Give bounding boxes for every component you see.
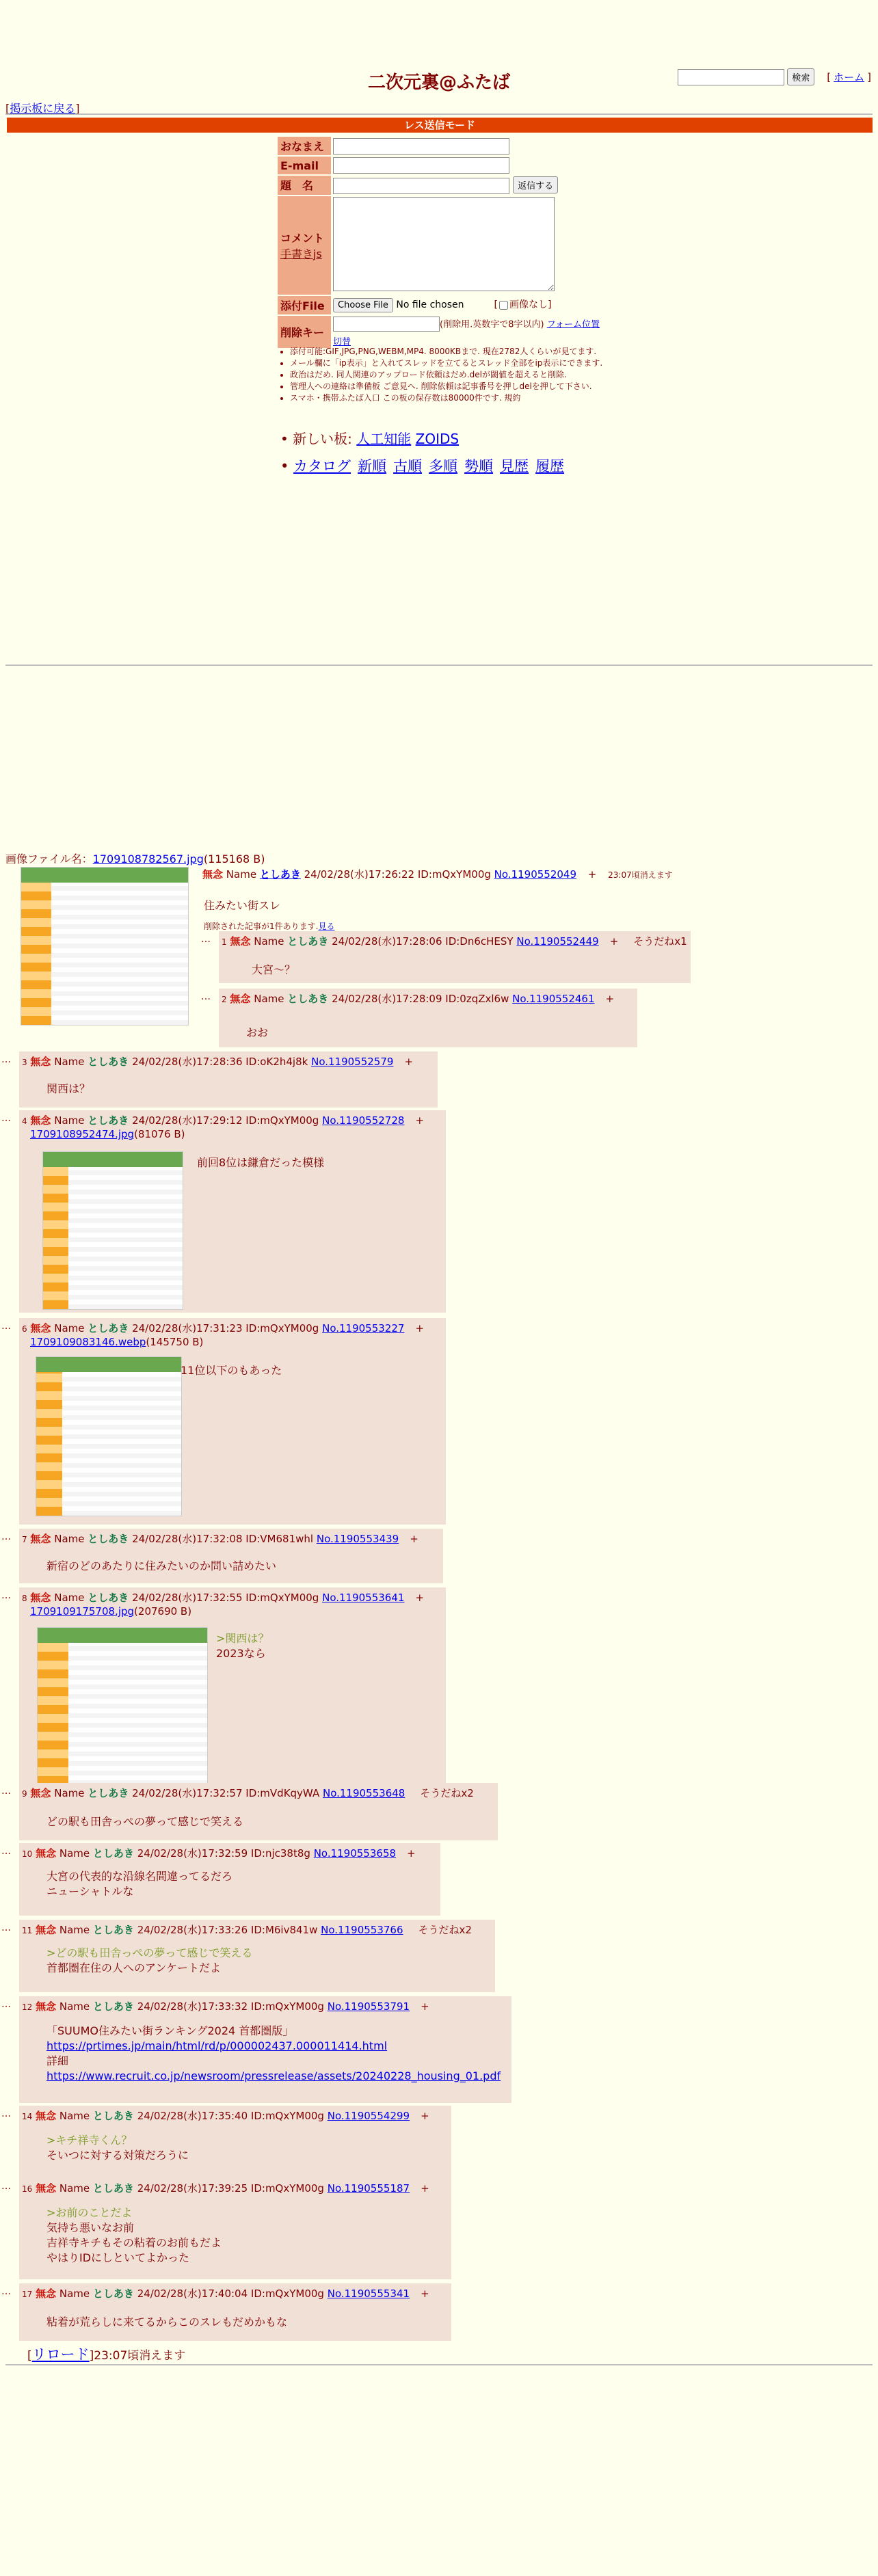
mode-bar: レス送信モード xyxy=(7,118,873,133)
new-board-prefix: 新しい板: xyxy=(293,431,357,447)
file-status: No file chosen xyxy=(396,299,464,310)
reply-subject: 無念 xyxy=(36,1847,57,1860)
reply-subject: 無念 xyxy=(30,1533,51,1545)
reply-plus[interactable]: + xyxy=(421,2000,429,2013)
home-bracket-left: [ xyxy=(827,70,832,83)
reply-number: 4 xyxy=(22,1116,27,1126)
reply-post xyxy=(19,1920,495,1992)
reply-marker: … xyxy=(1,1113,11,1124)
reply-subject: 無念 xyxy=(30,1592,51,1604)
reply-datetime: 24/02/28(水)17:33:26 ID:M6iv841w xyxy=(137,1924,318,1936)
reply-plus[interactable]: + xyxy=(415,1114,425,1127)
reply-line: 2023なら xyxy=(216,1647,266,1660)
reply-datetime: 24/02/28(水)17:32:08 ID:VM681whl xyxy=(132,1533,314,1545)
reload-bracket-left: [ xyxy=(27,2349,32,2363)
reply-datetime: 24/02/28(水)17:32:55 ID:mQxYM00g xyxy=(132,1592,319,1604)
reply-name: としあき xyxy=(88,1592,129,1604)
reply-post-number[interactable]: No.1190553227 xyxy=(322,1322,405,1334)
show-deleted-link[interactable]: 見る xyxy=(318,922,335,931)
note-item: • 管理人への連絡は準備板 ご意見へ. 削除依頼は記事番号を押しdelを押して下さい. xyxy=(290,381,632,392)
reply-datetime: 24/02/28(水)17:35:40 ID:mQxYM00g xyxy=(137,2110,324,2122)
op-subject: 無念 xyxy=(202,868,224,881)
comment-label-cell xyxy=(278,196,331,295)
reply-post xyxy=(19,2106,451,2178)
delkey-hint: (削除用.英数字で8字以内) xyxy=(440,319,544,330)
reply-body xyxy=(216,1631,269,1661)
reply-number: 9 xyxy=(22,1789,27,1799)
reply-line: そいつに対する対策だろうに xyxy=(46,2149,189,2162)
footer-expire: 23:07頃消えます xyxy=(94,2349,186,2363)
reply-name-prefix: Name xyxy=(254,935,284,948)
reply-quote: >関西は？ xyxy=(216,1632,269,1645)
reply-marker: … xyxy=(1,2286,11,2297)
reply-post xyxy=(219,989,637,1047)
reply-post-number[interactable]: No.1190552579 xyxy=(311,1056,394,1068)
reply-number: 16 xyxy=(22,2184,33,2194)
reply-marker: … xyxy=(1,1054,11,1065)
reply-plus[interactable]: + xyxy=(605,993,615,1005)
sodane-button[interactable]: そうだねx1 xyxy=(633,935,687,948)
reply-subject: 無念 xyxy=(36,2110,57,2122)
reply-post-number[interactable]: No.1190553648 xyxy=(322,1787,405,1799)
reply-number: 6 xyxy=(22,1324,27,1334)
reply-datetime: 24/02/28(水)17:28:36 ID:oK2h4j8k xyxy=(132,1056,308,1068)
reply-name-prefix: Name xyxy=(59,2110,90,2122)
reply-body xyxy=(181,1363,282,1378)
reply-header xyxy=(22,1113,424,1127)
reply-number: 10 xyxy=(22,1849,33,1859)
reply-header xyxy=(22,1590,424,1605)
notes-list xyxy=(280,346,632,404)
reply-name: としあき xyxy=(92,1924,134,1936)
reply-marker: … xyxy=(1,2108,11,2119)
reply-line: ニューシャトルな xyxy=(46,1885,134,1898)
reply-header xyxy=(22,1531,418,1546)
reply-line: 大宮〜？ xyxy=(252,963,296,976)
sodane-button[interactable]: そうだねx2 xyxy=(418,1924,472,1936)
reply-name: としあき xyxy=(88,1114,129,1127)
reply-name-prefix: Name xyxy=(59,1924,90,1936)
reply-name-prefix: Name xyxy=(59,2182,90,2195)
note-item: • メール欄に「ip表示」と入れてスレッドを立てるとスレッド全部をip表示にできます. xyxy=(290,358,632,369)
reply-datetime: 24/02/28(水)17:33:32 ID:mQxYM00g xyxy=(137,2000,324,2013)
reply-header xyxy=(22,2181,429,2195)
catalog-nav: • カタログ 新順 古順 多順 勢順 見歴 履歴 xyxy=(280,458,565,474)
reply-subject: 無念 xyxy=(36,2000,57,2013)
reply-marker: … xyxy=(1,1786,11,1797)
op-expire: 23:07頃消えます xyxy=(608,870,673,880)
op-name-prefix: Name xyxy=(226,868,257,881)
deleted-note-text: 削除された記事が1件あります. xyxy=(204,922,319,931)
delkey-input[interactable] xyxy=(333,317,440,332)
reply-name-prefix: Name xyxy=(54,1787,85,1799)
reply-file xyxy=(30,1605,191,1618)
choose-file-button[interactable]: Choose File xyxy=(333,298,393,312)
op-header xyxy=(202,867,673,881)
reply-line: おお xyxy=(246,1026,269,1039)
reply-line: 吉祥寺キチもその粘着のお前もだよ xyxy=(46,2236,222,2249)
reply-post xyxy=(19,1843,440,1916)
reply-marker: … xyxy=(201,934,211,945)
subject-input[interactable] xyxy=(333,178,509,194)
op-datetime: 24/02/28(水)17:26:22 ID:mQxYM00g xyxy=(304,868,491,881)
reply-subject: 無念 xyxy=(230,993,251,1005)
reply-header xyxy=(22,1999,429,2013)
reply-name: としあき xyxy=(287,993,329,1005)
reply-number: 7 xyxy=(22,1535,27,1544)
op-file-link[interactable]: 1709108782567.jpg xyxy=(92,853,204,866)
reply-image[interactable] xyxy=(36,1356,182,1516)
divider xyxy=(5,665,873,666)
reply-name-prefix: Name xyxy=(59,2287,90,2300)
reply-plus[interactable]: + xyxy=(609,935,619,948)
reply-detail: 詳細 xyxy=(46,2054,69,2067)
reply-number: 11 xyxy=(22,1926,33,1935)
delkey-label: 削除キー xyxy=(278,316,331,348)
name-label: おなまえ xyxy=(278,137,331,155)
reply-plus[interactable]: + xyxy=(421,2110,429,2122)
reply-number: 3 xyxy=(22,1058,27,1067)
reply-post-number[interactable]: No.1190553641 xyxy=(322,1592,405,1604)
reply-body xyxy=(46,2315,287,2330)
reply-line: 前回8位は鎌倉だった模様 xyxy=(197,1156,325,1169)
reload-link[interactable]: リロード xyxy=(31,2346,90,2363)
reply-body xyxy=(46,1559,276,1574)
reply-post-number[interactable]: No.1190554299 xyxy=(327,2110,410,2122)
reply-number: 17 xyxy=(22,2290,33,2299)
reply-body xyxy=(246,1025,268,1041)
reply-subject: 無念 xyxy=(36,1924,57,1936)
name-input[interactable] xyxy=(333,138,509,155)
noimage-checkbox[interactable] xyxy=(499,301,508,310)
sort-momentum-link[interactable]: 勢順 xyxy=(464,458,494,474)
reply-name: としあき xyxy=(88,1533,129,1545)
divider xyxy=(5,2364,873,2365)
op-file-prefix: 画像ファイル名： xyxy=(5,853,93,866)
reply-post xyxy=(219,931,691,983)
reply-post xyxy=(19,1996,511,2103)
reply-quote: >キチ祥寺くん？ xyxy=(46,2134,133,2147)
email-label: E-mail xyxy=(278,157,331,174)
divider xyxy=(5,113,873,115)
reply-name: としあき xyxy=(92,2110,134,2122)
reply-body xyxy=(46,2133,189,2163)
reply-post-number[interactable]: No.1190552449 xyxy=(516,935,599,948)
reply-file-size: (145750 B) xyxy=(146,1336,204,1348)
reply-image[interactable] xyxy=(42,1151,183,1310)
reply-name-prefix: Name xyxy=(54,1114,85,1127)
new-board-link-zoids[interactable]: ZOIDS xyxy=(415,431,460,447)
reply-image[interactable] xyxy=(37,1627,208,1786)
reply-marker: … xyxy=(1,1531,11,1542)
reply-line: 新宿のどのあたりに住みたいのか問い詰めたい xyxy=(46,1559,277,1572)
new-board: • 新しい板: 人工知能 ZOIDS xyxy=(280,431,460,447)
reply-body xyxy=(46,1082,90,1097)
reply-name-prefix: Name xyxy=(54,1592,85,1604)
reply-name: としあき xyxy=(88,1787,129,1799)
reply-marker: … xyxy=(1,1590,11,1601)
handwriting-link[interactable]: 手書きjs xyxy=(280,247,322,260)
reply-name-prefix: Name xyxy=(54,1056,85,1068)
search-input[interactable] xyxy=(678,69,784,85)
op-name[interactable]: としあき xyxy=(259,868,301,881)
reply-post xyxy=(19,1051,438,1108)
reply-datetime: 24/02/28(水)17:32:57 ID:mVdKqyWA xyxy=(132,1787,320,1799)
reply-post xyxy=(19,1529,443,1583)
op-body: 住みたい街スレ xyxy=(204,899,281,912)
reply-body xyxy=(46,1869,232,1899)
reload-area xyxy=(27,2344,185,2364)
reply-marker: … xyxy=(1,1321,11,1332)
reply-datetime: 24/02/28(水)17:28:06 ID:Dn6cHESY xyxy=(332,935,514,948)
post-history-link[interactable]: 履歴 xyxy=(535,458,565,474)
top-search xyxy=(678,68,871,85)
reply-number: 8 xyxy=(22,1594,27,1603)
deleted-note xyxy=(204,920,334,932)
reply-marker: … xyxy=(1,1999,11,2010)
reply-datetime: 24/02/28(水)17:32:59 ID:njc38t8g xyxy=(137,1847,310,1860)
reply-line: 関西は？ xyxy=(46,1082,91,1095)
reply-post xyxy=(19,1110,446,1313)
reply-post-number[interactable]: No.1190555341 xyxy=(327,2287,410,2300)
reply-line: どの駅も田舎っぺの夢って感じで笑える xyxy=(46,1815,244,1828)
reply-name: としあき xyxy=(287,935,329,948)
reply-name: としあき xyxy=(92,2182,134,2195)
reply-header xyxy=(22,1846,416,1860)
op-plus[interactable]: + xyxy=(587,868,597,881)
reply-file-link[interactable]: 1709108952474.jpg xyxy=(30,1128,135,1140)
comment-textarea[interactable] xyxy=(333,197,555,291)
sort-new-link[interactable]: 新順 xyxy=(358,458,387,474)
noimage-label: 画像なし xyxy=(509,299,548,310)
back-bracket-left: [ xyxy=(5,102,10,115)
op-post-number[interactable]: No.1190552049 xyxy=(494,868,577,881)
reply-plus[interactable]: + xyxy=(421,2182,429,2195)
reply-post-number[interactable]: No.1190553791 xyxy=(327,2000,410,2013)
reply-body xyxy=(46,1814,243,1829)
reply-number: 12 xyxy=(22,2002,33,2012)
reply-quote: >お前のことだよ xyxy=(46,2206,133,2219)
new-board-link-ai[interactable]: 人工知能 xyxy=(356,431,412,447)
reply-header xyxy=(222,934,687,948)
reply-body xyxy=(197,1155,324,1170)
reply-file-size: (81076 B) xyxy=(134,1128,185,1140)
reply-datetime: 24/02/28(水)17:29:12 ID:mQxYM00g xyxy=(132,1114,319,1127)
file-label: 添付File xyxy=(278,296,331,314)
reply-link-prtimes[interactable]: https://prtimes.jp/main/html/rd/p/000002437.000011414.html xyxy=(46,2039,388,2052)
subject-label: 題 名 xyxy=(278,176,331,195)
reply-subject: 無念 xyxy=(230,935,251,948)
reply-line: 気持ち悪いなお前 xyxy=(46,2221,135,2234)
reply-header xyxy=(22,2286,429,2300)
sodane-button[interactable]: そうだねx2 xyxy=(420,1787,474,1799)
note-item: • 政治はだめ. 同人関連のアップロード依頼はだめ.delが閾値を超えると削除. xyxy=(290,369,632,381)
reply-post-number[interactable]: No.1190555187 xyxy=(327,2182,410,2195)
reply-name-prefix: Name xyxy=(254,993,284,1005)
form-position-link[interactable]: フォーム位置 xyxy=(546,319,600,330)
reply-name-prefix: Name xyxy=(59,1847,90,1860)
reply-body xyxy=(46,2024,501,2084)
reply-line: 大宮の代表的な沿線名間違ってるだろ xyxy=(46,1870,233,1883)
op-file-size: (115168 B) xyxy=(203,853,265,866)
reply-line: 「SUUMO住みたい街ランキング2024 首都圏版」 xyxy=(46,2024,294,2037)
reply-name: としあき xyxy=(92,2000,134,2013)
reply-name: としあき xyxy=(88,1322,129,1334)
reply-plus[interactable]: + xyxy=(410,1533,418,1545)
catalog-link[interactable]: カタログ xyxy=(293,458,351,474)
sort-many-link[interactable]: 多順 xyxy=(429,458,458,474)
note-item: • スマホ・携帯ふたば入口 この板の保存数は80000件です. 規約 xyxy=(290,392,632,404)
reply-number: 2 xyxy=(222,995,227,1004)
reply-subject: 無念 xyxy=(36,2287,57,2300)
reply-plus[interactable]: + xyxy=(404,1056,414,1068)
reply-file-link[interactable]: 1709109175708.jpg xyxy=(30,1605,135,1618)
comment-label: コメント xyxy=(280,231,325,245)
reply-datetime: 24/02/28(水)17:28:09 ID:0zqZxl6w xyxy=(332,993,509,1005)
reply-plus[interactable]: + xyxy=(415,1322,425,1334)
reply-line: 首都圏在住の人へのアンケートだよ xyxy=(46,1961,222,1974)
reply-subject: 無念 xyxy=(30,1056,51,1068)
email-input[interactable] xyxy=(333,157,509,174)
reply-plus[interactable]: + xyxy=(421,2287,429,2300)
reply-name-prefix: Name xyxy=(54,1533,85,1545)
reply-body xyxy=(252,963,295,978)
back-to-board-link[interactable]: 掲示板に戻る xyxy=(10,102,76,115)
reply-post xyxy=(19,1318,446,1525)
reply-post-number[interactable]: No.1190553766 xyxy=(321,1924,403,1936)
reply-number: 14 xyxy=(22,2112,33,2121)
reply-body xyxy=(46,1946,252,1976)
reply-subject: 無念 xyxy=(36,2182,57,2195)
reply-header xyxy=(22,2108,429,2123)
reply-post xyxy=(19,2283,451,2341)
back-bracket-right: ] xyxy=(75,102,80,115)
reply-body xyxy=(46,2205,222,2266)
reply-name-prefix: Name xyxy=(54,1322,85,1334)
op-image[interactable] xyxy=(21,867,189,1025)
search-button[interactable]: 検索 xyxy=(787,68,814,85)
reply-datetime: 24/02/28(水)17:31:23 ID:mQxYM00g xyxy=(132,1322,319,1334)
reply-quote: >どの駅も田舎っぺの夢って感じで笑える xyxy=(46,1946,253,1959)
reply-post-number[interactable]: No.1190553439 xyxy=(316,1533,399,1545)
switch-link[interactable]: 切替 xyxy=(333,336,351,347)
reply-datetime: 24/02/28(水)17:39:25 ID:mQxYM00g xyxy=(137,2182,324,2195)
reply-post xyxy=(19,2178,451,2279)
reply-post-number[interactable]: No.1190553658 xyxy=(313,1847,397,1860)
reply-post xyxy=(19,1587,446,1786)
reply-name: としあき xyxy=(92,2287,134,2300)
reply-marker: … xyxy=(1,2181,11,2192)
reply-form: おなまえ E-mail 題 名 返信する コメント 手書きjs 添付File Choose File No file chosen [ 画像なし] 削除キー (削除用.英数字で8字以内) フォーム位置 切替 xyxy=(276,135,602,349)
reply-file-size: (207690 B) xyxy=(134,1605,192,1618)
sort-old-link[interactable]: 古順 xyxy=(393,458,423,474)
reply-plus[interactable]: + xyxy=(415,1592,425,1604)
reply-file xyxy=(30,1336,203,1348)
reply-datetime: 24/02/28(水)17:40:04 ID:mQxYM00g xyxy=(137,2287,324,2300)
header-title: 二次元裏@ふたば xyxy=(367,72,510,93)
reply-post xyxy=(19,1783,498,1840)
reply-header xyxy=(22,1922,472,1937)
reply-name: としあき xyxy=(92,1847,134,1860)
note-item: • 添付可能:GIF,JPG,PNG,WEBM,MP4. 8000KBまで. 現在2782人くらいが見てます. xyxy=(290,346,632,358)
reply-header xyxy=(22,1321,424,1335)
reply-header xyxy=(222,991,614,1006)
reply-number: 1 xyxy=(222,937,227,947)
reply-name-prefix: Name xyxy=(59,2000,90,2013)
op-file-name xyxy=(5,850,265,866)
reply-line: 粘着が荒らしに来てるからこのスレもだめかもな xyxy=(46,2316,288,2329)
reply-subject: 無念 xyxy=(30,1787,51,1799)
reply-line: やはりIDにしといてよかった xyxy=(46,2251,190,2264)
submit-button[interactable]: 返信する xyxy=(513,176,558,193)
reply-post-number[interactable]: No.1190552461 xyxy=(512,993,595,1005)
reply-plus[interactable]: + xyxy=(407,1847,416,1860)
reply-post-number[interactable]: No.1190552728 xyxy=(322,1114,405,1127)
reply-marker: … xyxy=(1,1922,11,1933)
reply-subject: 無念 xyxy=(30,1114,51,1127)
reload-bracket-right: ] xyxy=(89,2349,94,2363)
reply-file-link[interactable]: 1709109083146.webp xyxy=(30,1336,146,1348)
reply-line: 11位以下のもあった xyxy=(181,1364,282,1377)
reply-header xyxy=(22,1054,413,1069)
viewed-history-link[interactable]: 見歴 xyxy=(500,458,529,474)
reply-file xyxy=(30,1128,185,1140)
reply-subject: 無念 xyxy=(30,1322,51,1334)
reply-marker: … xyxy=(1,1846,11,1857)
reply-marker: … xyxy=(201,991,211,1002)
home-link[interactable]: ホーム xyxy=(834,71,865,83)
reply-header xyxy=(22,1786,474,1800)
reply-link-recruit[interactable]: https://www.recruit.co.jp/newsroom/pressrelease/assets/20240228_housing_01.pdf xyxy=(46,2069,501,2082)
home-bracket-right: ] xyxy=(867,70,871,83)
reply-name: としあき xyxy=(88,1056,129,1068)
